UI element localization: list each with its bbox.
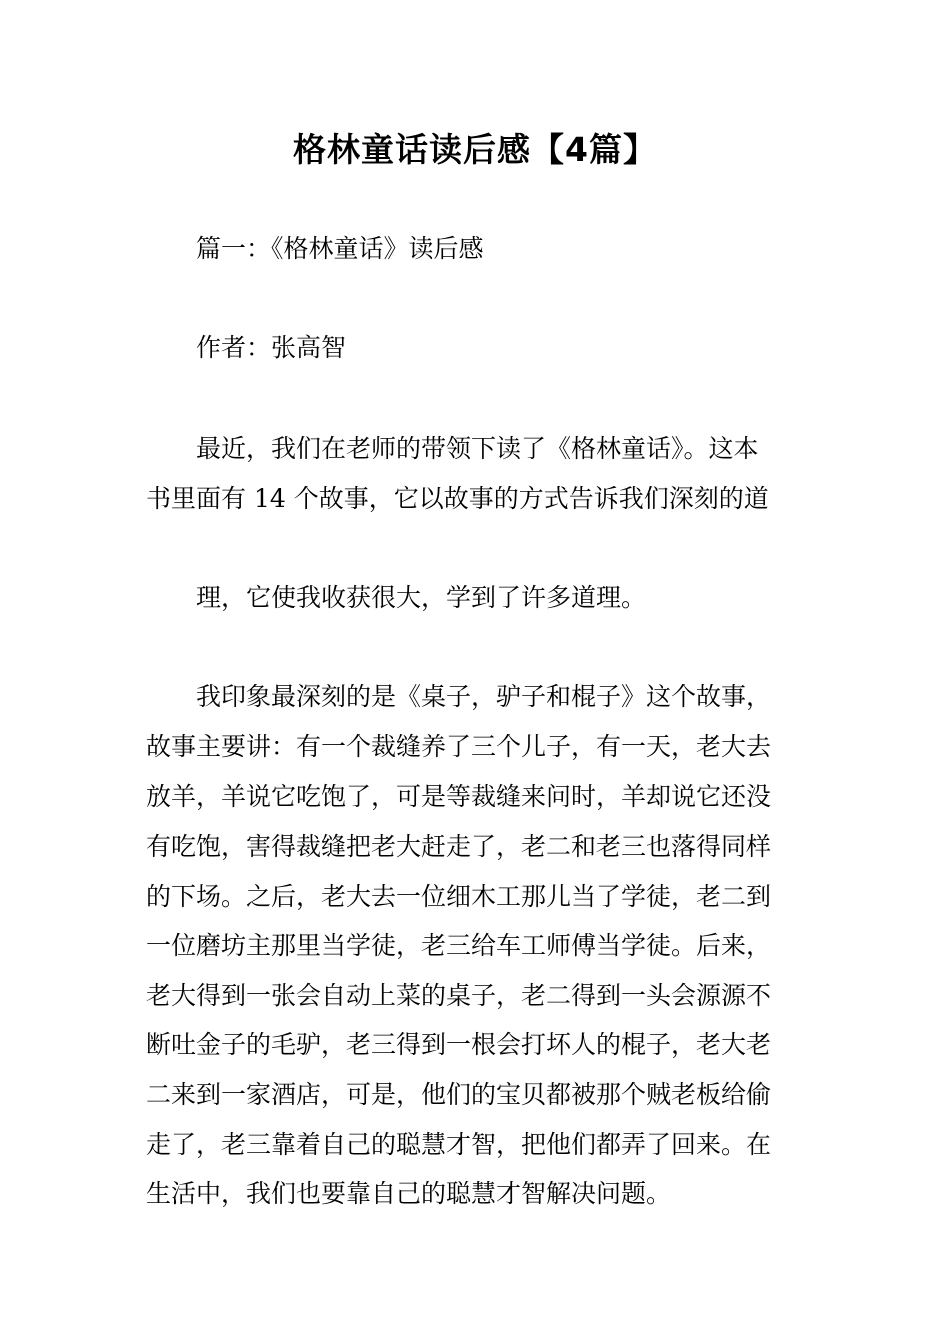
paragraph-3-line-11: 生活中，我们也要靠自己的聪慧才智解决问题。 [146,1179,672,1208]
paragraph-3-line-9: 二来到一家酒店，可是，他们的宝贝都被那个贼老板给偷 [146,1080,772,1109]
paragraph-1-line-1: 最近，我们在老师的带领下读了《格林童话》。这本 [196,434,759,463]
paragraph-1-line-2: 书里面有 14 个故事，它以故事的方式告诉我们深刻的道 [146,484,769,513]
paragraph-3-line-4: 有吃饱，害得裁缝把老大赶走了，老二和老三也落得同样 [146,832,772,861]
paragraph-3-line-7: 老大得到一张会自动上菜的桌子，老二得到一头会源源不 [146,981,772,1010]
document-title: 格林童话读后感【4篇】 [293,130,657,169]
paragraph-2-line-1: 理，它使我收获很大，学到了许多道理。 [196,583,647,612]
section-heading: 篇一：《格林童话》读后感 [196,234,484,263]
paragraph-3-line-3: 放羊，羊说它吃饱了，可是等裁缝来问时，羊却说它还没 [146,782,772,811]
paragraph-3-line-1: 我印象最深刻的是《桌子，驴子和棍子》这个故事， [196,682,772,711]
paragraph-3-line-6: 一位磨坊主那里当学徒，老三给车工师傅当学徒。后来， [146,931,772,960]
author-line: 作者：张高智 [196,333,347,362]
paragraph-3-line-2: 故事主要讲：有一个裁缝养了三个儿子，有一天，老大去 [146,732,772,761]
paragraph-3-line-10: 走了，老三靠着自己的聪慧才智，把他们都弄了回来。在 [146,1130,772,1159]
paragraph-3-line-5: 的下场。之后，老大去一位细木工那儿当了学徒，老二到 [146,882,772,911]
paragraph-3-line-8: 断吐金子的毛驴，老三得到一根会打坏人的棍子，老大老 [146,1030,772,1059]
